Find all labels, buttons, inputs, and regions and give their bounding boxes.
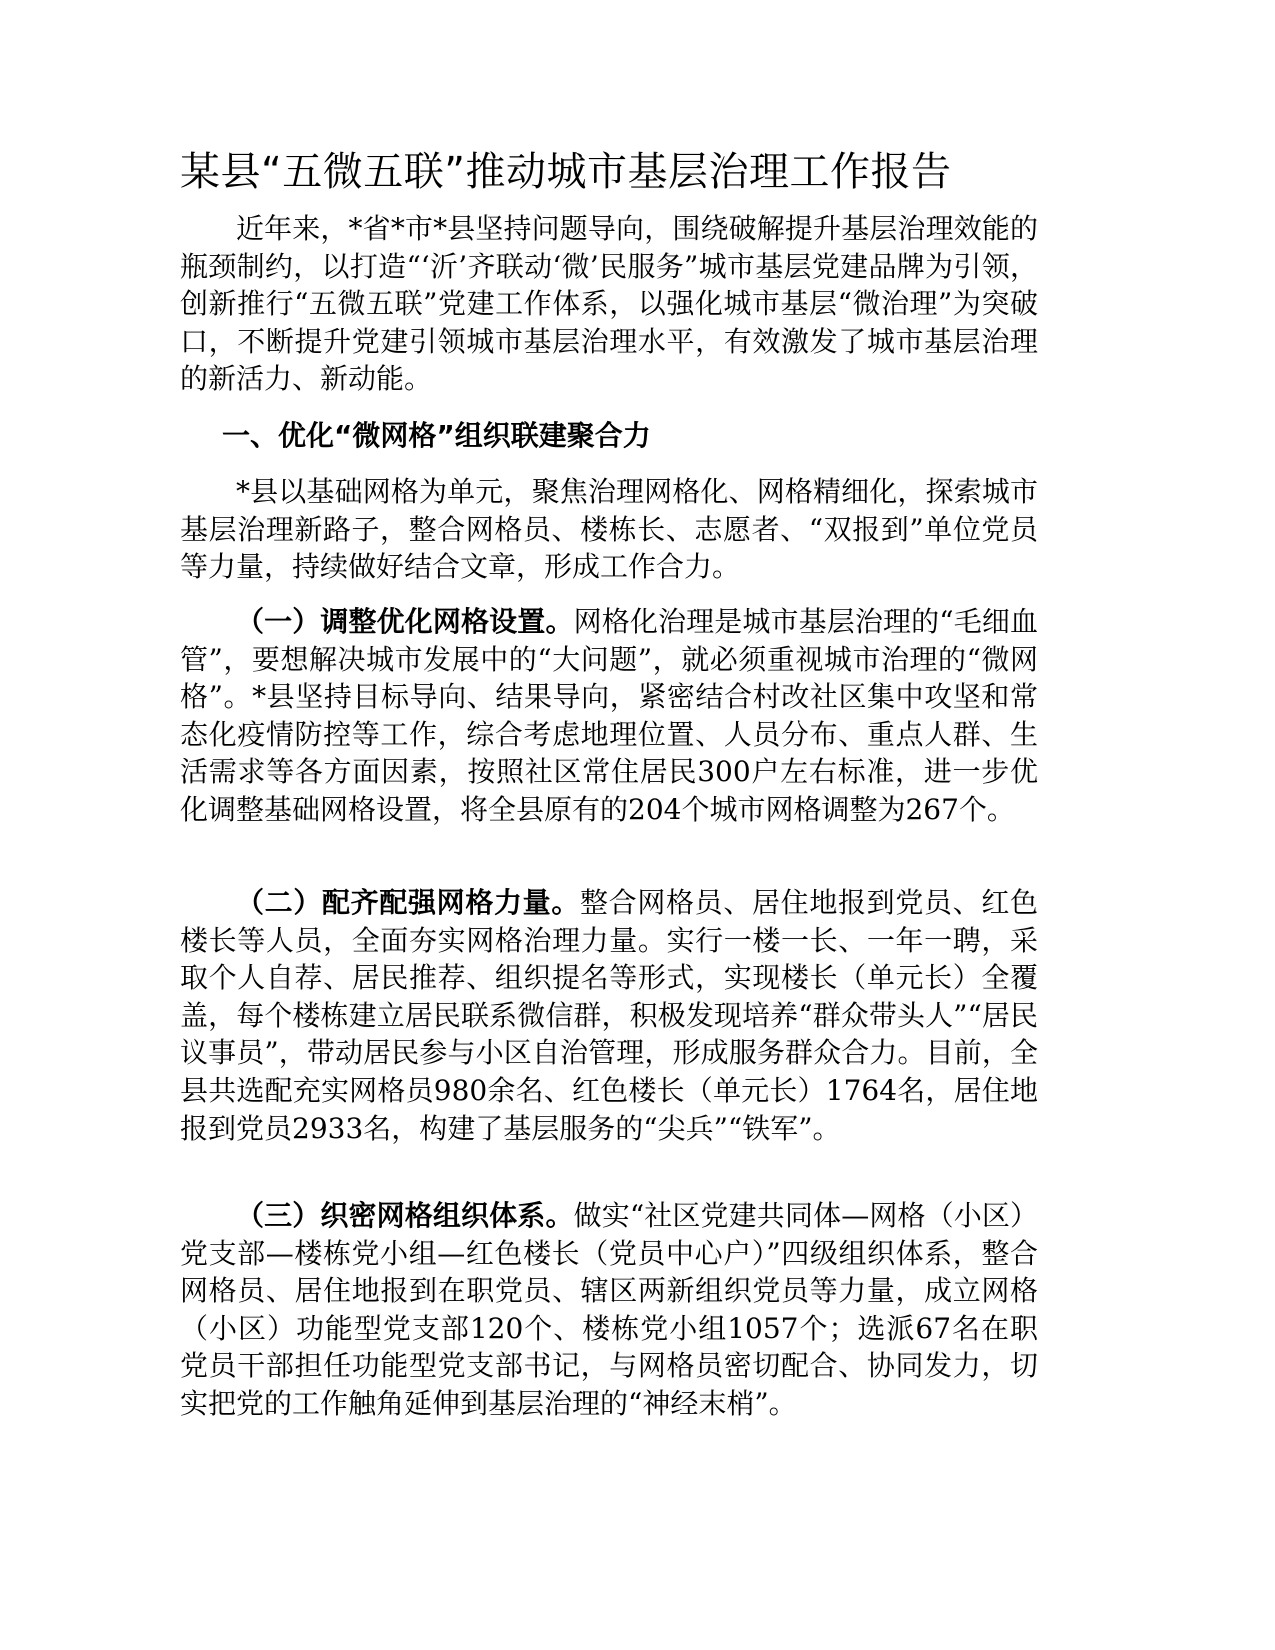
- subsection-lead-1: （一）调整优化网格设置。: [236, 605, 574, 638]
- subsection-lead-3: （三）织密网格组织体系。: [236, 1199, 574, 1232]
- subsection-body-1: 网格化治理是城市基层治理的“毛细血管”，要想解决城市发展中的“大问题”，就必须重视城市治理的“微网格”。*县坚持目标导向、结果导向，紧密结合村改社区集中攻坚和常态化疫情防控等工作，综合考虑地理位置、人员分布、重点人群、生活需求等各方面因素，按照社区常住居民300户左右标准，进一步优化调整基础网格设置，将全县原有的204个城市网格调整为267个。: [180, 605, 1038, 826]
- subsection-paragraph-1: [180, 603, 1038, 829]
- document-title: 某县“五微五联”推动城市基层治理工作报告: [180, 149, 952, 195]
- section-heading: 一、优化“微网格”组织联建聚合力: [222, 419, 651, 452]
- subsection-paragraph-3: [180, 1197, 1038, 1423]
- intro-paragraph: 近年来，*省*市*县坚持问题导向，围绕破解提升基层治理效能的瓶颈制约，以打造“‘沂’齐联动‘微’民服务”城市基层党建品牌为引领，创新推行“五微五联”党建工作体系，以强化城市基层“微治理”为突破口，不断提升党建引领城市基层治理水平，有效激发了城市基层治理的新活力、新动能。: [180, 212, 1038, 396]
- section-intro-paragraph: *县以基础网格为单元，聚焦治理网格化、网格精细化，探索城市基层治理新路子，整合网格员、楼栋长、志愿者、“双报到”单位党员等力量，持续做好结合文章，形成工作合力。: [180, 475, 1038, 584]
- subsection-body-2: 整合网格员、居住地报到党员、红色楼长等人员，全面夯实网格治理力量。实行一楼一长、一年一聘，采取个人自荐、居民推荐、组织提名等形式，实现楼长（单元长）全覆盖，每个楼栋建立居民联系微信群，积极发现培养“群众带头人”“居民议事员”，带动居民参与小区自治管理，形成服务群众合力。目前，全县共选配充实网格员980余名、红色楼长（单元长）1764名，居住地报到党员2933名，构建了基层服务的“尖兵”“铁军”。: [180, 886, 1038, 1145]
- subsection-lead-2: （二）配齐配强网格力量。: [236, 886, 580, 919]
- subsection-paragraph-2: [180, 884, 1038, 1147]
- subsection-body-3: 做实“社区党建共同体—网格（小区）党支部—楼栋党小组—红色楼长（党员中心户）”四级组织体系，整合网格员、居住地报到在职党员、辖区两新组织党员等力量，成立网格（小区）功能型党支部120个、楼栋党小组1057个；选派67名在职党员干部担任功能型党支部书记，与网格员密切配合、协同发力，切实把党的工作触角延伸到基层治理的“神经末梢”。: [180, 1199, 1038, 1420]
